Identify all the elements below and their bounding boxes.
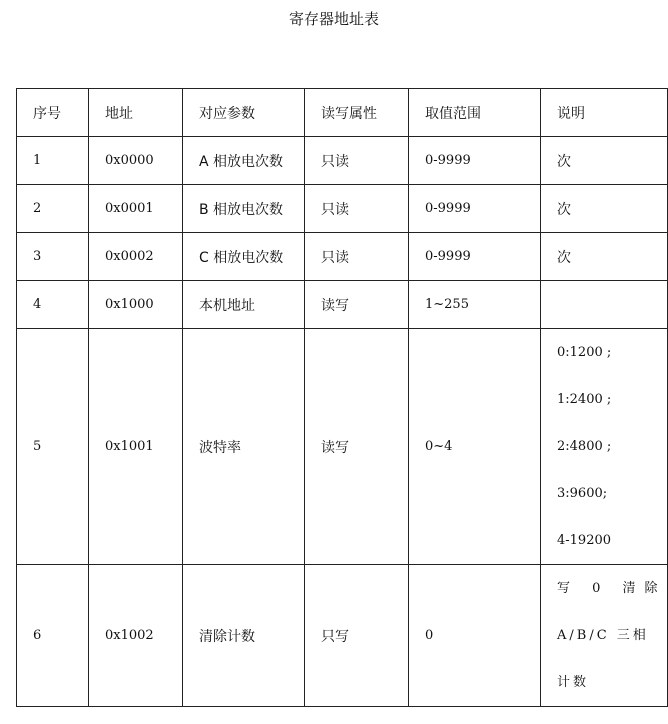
- note-line: A/B/C 三相: [557, 628, 649, 643]
- cell-range: 0-9999: [409, 185, 541, 233]
- note-line: 计数: [557, 675, 590, 690]
- cell-address: 0x0001: [89, 185, 183, 233]
- cell-access: 只读: [305, 137, 409, 185]
- cell-address: 0x1000: [89, 281, 183, 329]
- header-cell-range: 取值范围: [409, 89, 541, 137]
- header-cell-address: 地址: [89, 89, 183, 137]
- page-title: 寄存器地址表: [288, 10, 379, 28]
- cell-address: 0x1002: [89, 565, 183, 707]
- cell-access: 读写: [305, 329, 409, 565]
- cell-range: 0-9999: [409, 137, 541, 185]
- cell-range: 1~255: [409, 281, 541, 329]
- cell-address: 0x0002: [89, 233, 183, 281]
- cell-access: 只读: [305, 185, 409, 233]
- clear-count-note: [557, 565, 667, 706]
- note-line: 写 0 清除: [557, 581, 667, 596]
- cell-note: 次: [541, 137, 668, 185]
- register-table: [16, 88, 668, 707]
- cell-param: 清除计数: [183, 565, 305, 707]
- note-line: 1:2400 ;: [557, 392, 612, 407]
- table-row: [17, 565, 668, 707]
- table-row: [17, 329, 668, 565]
- cell-range: 0-9999: [409, 233, 541, 281]
- cell-note: [541, 565, 668, 707]
- header-cell-access: 读写属性: [305, 89, 409, 137]
- cell-index: 6: [17, 565, 89, 707]
- cell-note: 次: [541, 185, 668, 233]
- baud-rate-note: [557, 329, 667, 564]
- cell-range: 0~4: [409, 329, 541, 565]
- note-line: 0:1200 ;: [557, 345, 612, 360]
- cell-access: 读写: [305, 281, 409, 329]
- cell-address: 0x0000: [89, 137, 183, 185]
- cell-index: 4: [17, 281, 89, 329]
- cell-param: 波特率: [183, 329, 305, 565]
- table-row: [17, 137, 668, 185]
- table-row: [17, 233, 668, 281]
- cell-note: [541, 281, 668, 329]
- cell-param: A 相放电次数: [183, 137, 305, 185]
- cell-param: 本机地址: [183, 281, 305, 329]
- note-line: 3:9600;: [557, 486, 608, 501]
- cell-range: 0: [409, 565, 541, 707]
- header-cell-param: 对应参数: [183, 89, 305, 137]
- cell-index: 5: [17, 329, 89, 565]
- header-cell-index: 序号: [17, 89, 89, 137]
- table-row: [17, 185, 668, 233]
- cell-note: [541, 329, 668, 565]
- cell-index: 3: [17, 233, 89, 281]
- cell-address: 0x1001: [89, 329, 183, 565]
- cell-note: 次: [541, 233, 668, 281]
- header-cell-note: 说明: [541, 89, 668, 137]
- note-line: 4-19200: [557, 533, 612, 548]
- table-row: [17, 281, 668, 329]
- cell-param: B 相放电次数: [183, 185, 305, 233]
- table-header-row: [17, 89, 668, 137]
- cell-param: C 相放电次数: [183, 233, 305, 281]
- cell-index: 2: [17, 185, 89, 233]
- note-line: 2:4800 ;: [557, 439, 612, 454]
- cell-index: 1: [17, 137, 89, 185]
- cell-access: 只读: [305, 233, 409, 281]
- cell-access: 只写: [305, 565, 409, 707]
